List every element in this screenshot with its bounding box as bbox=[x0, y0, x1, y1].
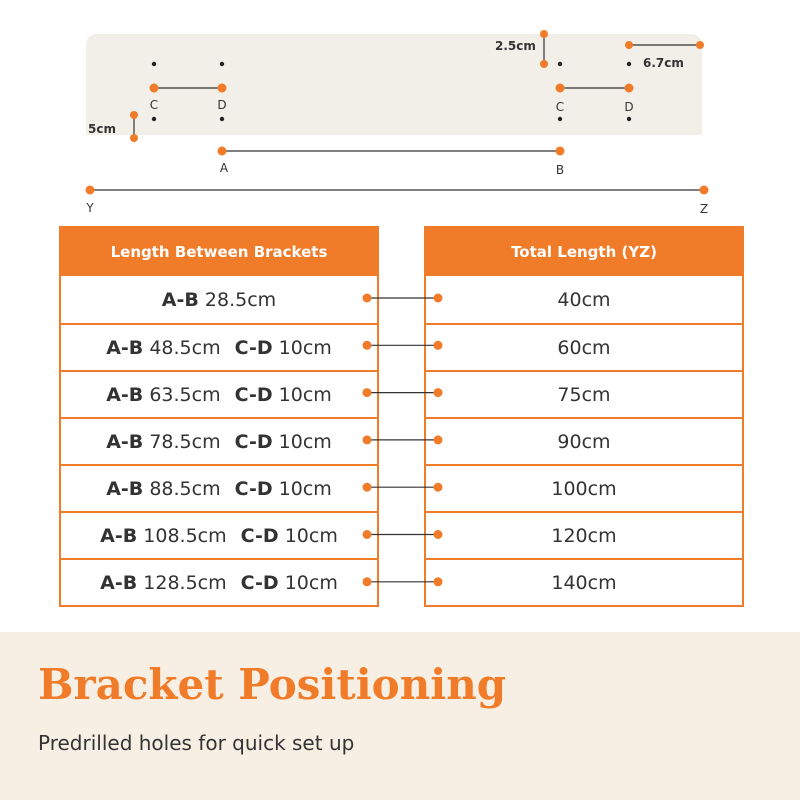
ab-label: A-B bbox=[106, 477, 144, 500]
cd-label: C-D bbox=[240, 571, 279, 594]
shelf-panel bbox=[86, 34, 702, 135]
table-row bbox=[61, 511, 377, 558]
cd-value: 10cm bbox=[278, 383, 332, 406]
page-subtitle: Predrilled holes for quick set up bbox=[38, 731, 355, 755]
table-row bbox=[426, 370, 742, 417]
table-row bbox=[426, 511, 742, 558]
ab-value: 108.5cm bbox=[143, 524, 227, 547]
ab-label: A-B bbox=[106, 383, 144, 406]
label-a: A bbox=[219, 161, 229, 175]
footer-band bbox=[0, 632, 800, 800]
hole bbox=[152, 117, 156, 121]
ab-value: 88.5cm bbox=[149, 477, 221, 500]
total-length-value: 75cm bbox=[557, 383, 611, 406]
ab-label: A-B bbox=[106, 336, 144, 359]
hole bbox=[220, 62, 224, 66]
right-table-header: Total Length (YZ) bbox=[426, 228, 742, 276]
hole bbox=[220, 117, 224, 121]
cd-value: 10cm bbox=[278, 430, 332, 453]
cd-label: C-D bbox=[234, 336, 273, 359]
ab-value: 78.5cm bbox=[149, 430, 221, 453]
label-d-right: D bbox=[624, 100, 634, 114]
label-5cm: 5cm bbox=[88, 122, 116, 136]
table-row bbox=[61, 276, 377, 323]
total-length-value: 40cm bbox=[557, 288, 611, 311]
bracket-diagram bbox=[0, 0, 800, 225]
label-2-5cm: 2.5cm bbox=[495, 39, 536, 53]
hole bbox=[558, 117, 562, 121]
total-length-value: 100cm bbox=[551, 477, 617, 500]
page-title: Bracket Positioning bbox=[38, 660, 507, 709]
total-length-value: 90cm bbox=[557, 430, 611, 453]
cd-label: C-D bbox=[234, 477, 273, 500]
total-length-value: 120cm bbox=[551, 524, 617, 547]
left-table-header: Length Between Brackets bbox=[61, 228, 377, 276]
total-length-value: 60cm bbox=[557, 336, 611, 359]
ab-label: A-B bbox=[106, 430, 144, 453]
label-c-left: C bbox=[149, 98, 159, 112]
table-row bbox=[61, 370, 377, 417]
cd-label: C-D bbox=[240, 524, 279, 547]
label-z: Z bbox=[699, 202, 709, 216]
cd-value: 10cm bbox=[278, 336, 332, 359]
table-row bbox=[426, 464, 742, 511]
cd-value: 10cm bbox=[284, 571, 338, 594]
ab-label: A-B bbox=[100, 524, 138, 547]
total-length-value: 140cm bbox=[551, 571, 617, 594]
cd-value: 10cm bbox=[278, 477, 332, 500]
ab-label: A-B bbox=[100, 571, 138, 594]
ab-value: 128.5cm bbox=[143, 571, 227, 594]
table-row bbox=[426, 323, 742, 370]
table-row bbox=[426, 558, 742, 605]
bracket-length-table bbox=[59, 226, 379, 607]
ab-value: 48.5cm bbox=[149, 336, 221, 359]
ab-value: 28.5cm bbox=[204, 288, 277, 311]
ab-value: 63.5cm bbox=[149, 383, 221, 406]
table-row bbox=[426, 276, 742, 323]
label-c-right: C bbox=[555, 100, 565, 114]
table-row bbox=[61, 464, 377, 511]
dimension-ab bbox=[218, 147, 565, 178]
hole bbox=[627, 117, 631, 121]
dimension-yz bbox=[85, 186, 708, 217]
hole bbox=[558, 62, 562, 66]
label-d-left: D bbox=[217, 98, 227, 112]
right-table-rows bbox=[426, 276, 742, 605]
label-y: Y bbox=[86, 201, 94, 215]
table-row bbox=[61, 558, 377, 605]
table-row bbox=[426, 417, 742, 464]
ab-label: A-B bbox=[161, 288, 199, 311]
total-length-table bbox=[424, 226, 744, 607]
label-b: B bbox=[555, 163, 565, 177]
table-row bbox=[61, 417, 377, 464]
left-table-rows bbox=[61, 276, 377, 605]
table-row bbox=[61, 323, 377, 370]
hole bbox=[152, 62, 156, 66]
hole bbox=[627, 62, 631, 66]
cd-label: C-D bbox=[234, 383, 273, 406]
cd-value: 10cm bbox=[284, 524, 338, 547]
label-6-7cm: 6.7cm bbox=[643, 56, 684, 70]
cd-label: C-D bbox=[234, 430, 273, 453]
